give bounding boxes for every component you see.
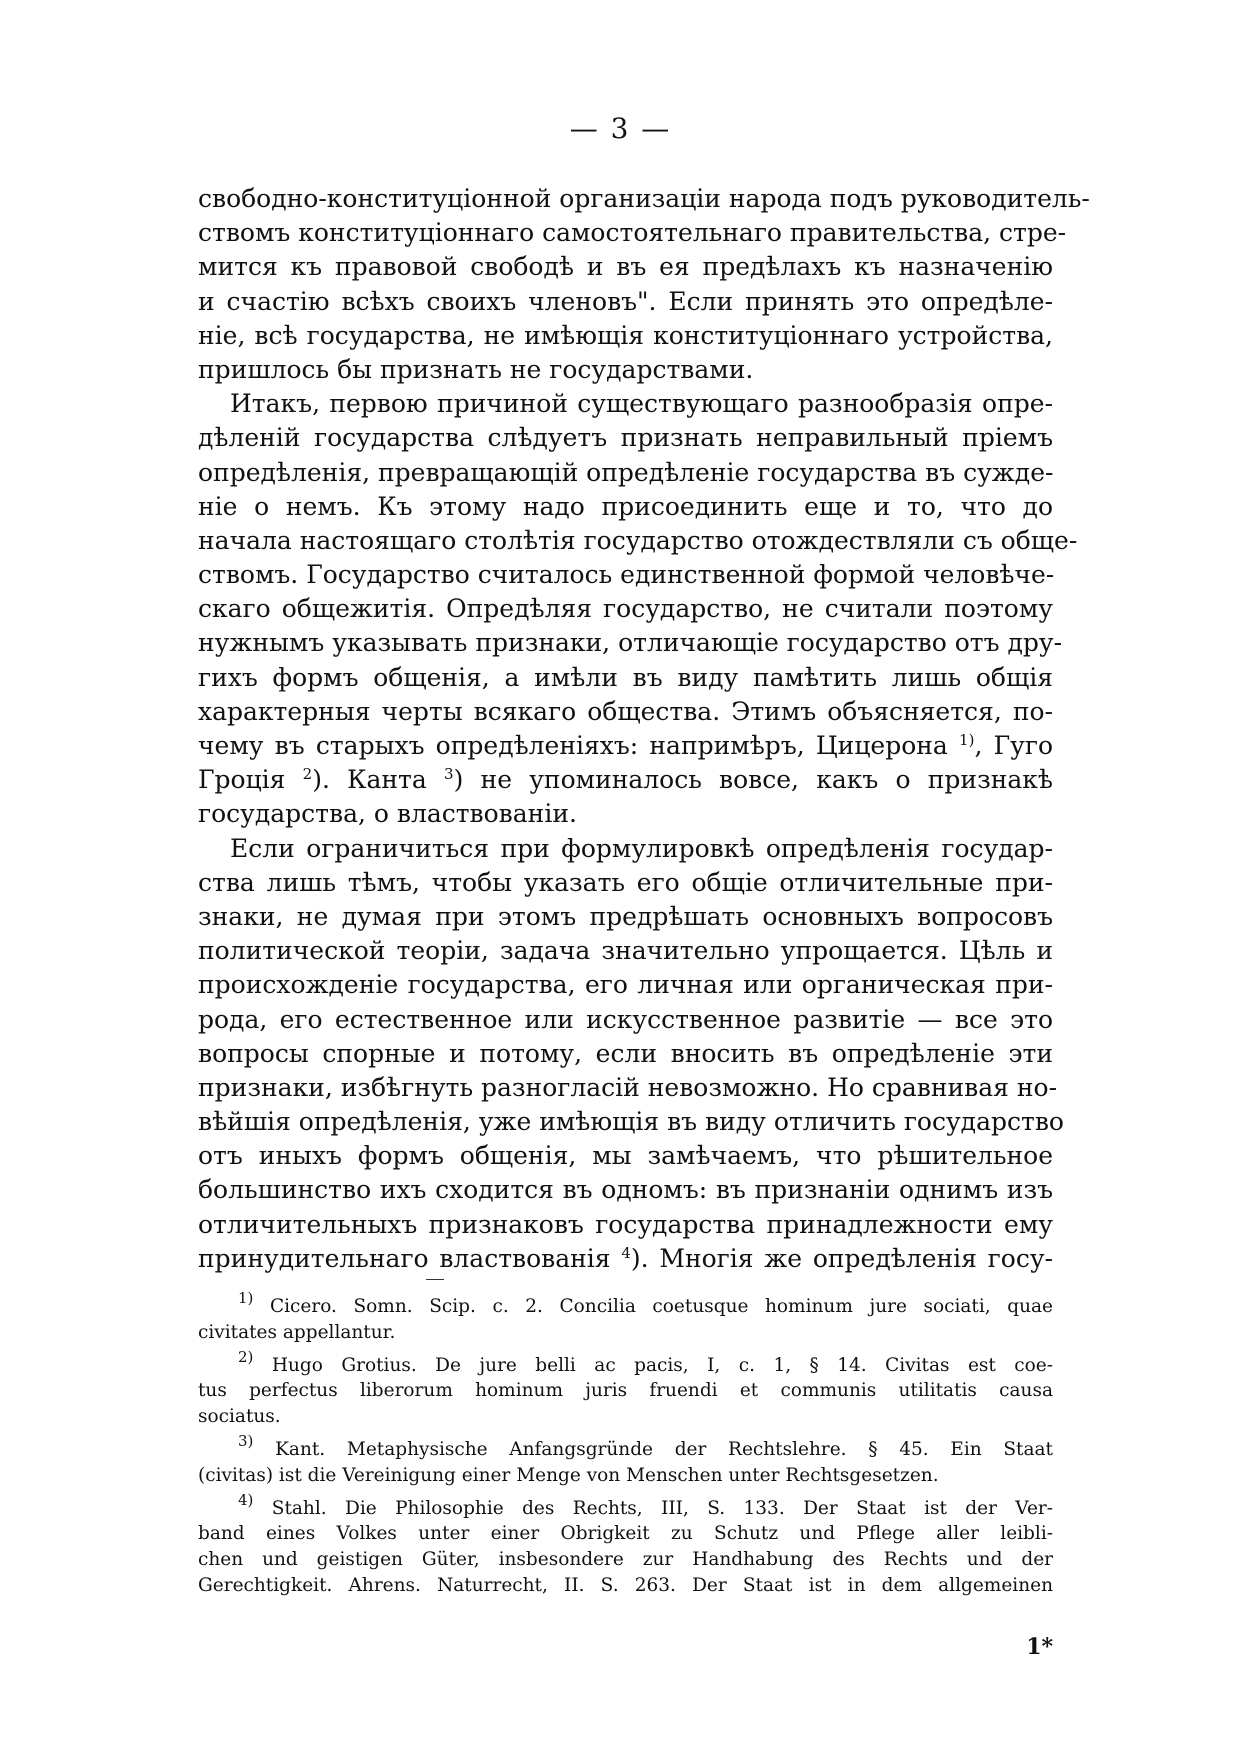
text-line-with-ref: [198, 729, 1053, 763]
footnote-divider: [426, 1279, 444, 1280]
page-number: — 3 —: [569, 112, 672, 145]
text-line: рода, его естественное или искусственное развитіе — все это: [198, 1004, 1053, 1034]
text-line: пришлось бы признать не государствами.: [198, 354, 754, 384]
text-line: дѣленій государства слѣдуетъ признать неправильный пріемъ: [198, 423, 1053, 453]
footnote-1: [198, 1289, 1053, 1320]
text-line: Итакъ, первою причиной существующаго разнообразія опре-: [230, 389, 1053, 419]
text-line: ствомъ конституціоннаго самостоятельнаго правительства, стре-: [198, 218, 1067, 248]
text-line: вѣйшія опредѣленія, уже имѣющія въ виду отличить государство: [198, 1107, 1064, 1137]
text-line: скаго общежитія. Опредѣляя государство, не считали поэтому: [198, 594, 1053, 624]
footnote-ref-3: 3: [444, 765, 454, 784]
footnote-ref-1: 1): [959, 731, 975, 749]
text-line: мится къ правовой свободѣ и въ ея предѣлахъ къ назначенію: [198, 252, 1053, 282]
footnote-ref-4: 4: [621, 1243, 631, 1262]
text-line: происхожденіе государства, его личная или органическая при-: [198, 970, 1053, 1000]
footnote-2: [198, 1347, 1053, 1379]
text-line-with-ref: [198, 763, 1053, 797]
text-line: опредѣленія, превращающій опредѣленіе государства въ сужде-: [198, 457, 1054, 487]
footnote-text: Hugo Grotius. De jure belli ac pacis, I, c. 1, § 14. Civitas est coe-: [271, 1354, 1053, 1376]
text-line: свободно-конституціонной организаціи народа подъ руководитель-: [198, 184, 1090, 213]
text-line: Если ограничиться при формулировкѣ опредѣленія государ-: [230, 833, 1053, 863]
footnote-3: [198, 1431, 1053, 1463]
footnote-text: Gerechtigkeit. Ahrens. Naturrecht, II. S. 263. Der Staat ist in dem allgemeinen: [198, 1574, 1053, 1596]
text-line: политической теоріи, задача значительно упрощается. Цѣль и: [198, 936, 1053, 966]
footnote-text: Kant. Metaphysische Anfangsgründe der Rechtslehre. § 45. Ein Staat: [275, 1438, 1053, 1460]
footnote-text: civitates appellantur.: [198, 1321, 396, 1343]
text-line: начала настоящаго столѣтія государство отождествляли съ обще-: [198, 525, 1078, 555]
footnote-text: tus perfectus liberorum hominum juris fruendi et communis utilitatis causa: [198, 1380, 1053, 1402]
footnote-marker: 4): [238, 1490, 254, 1509]
text-segment: Гроція: [198, 765, 286, 795]
footnote-marker: 2): [238, 1347, 254, 1366]
text-segment: , Гуго: [974, 731, 1053, 760]
text-line-with-ref: [198, 1242, 1053, 1276]
footnote-ref-2: 2: [302, 765, 313, 784]
footnote-4: [198, 1490, 1054, 1522]
text-line: ніе, всѣ государства, не имѣющія конституціоннаго устройства,: [198, 320, 1053, 350]
footnote-text: (civitas) ist die Vereinigung einer Menge von Menschen unter Rechtsgesetzen.: [198, 1464, 939, 1486]
text-segment: ). Многія же опредѣленія госу-: [630, 1243, 1053, 1273]
text-line: отъ иныхъ формъ общенія, мы замѣчаемъ, что рѣшительное: [198, 1141, 1053, 1171]
text-line: гихъ формъ общенія, а имѣли въ виду памѣтить лишь общія: [198, 662, 1053, 692]
footnotes: [198, 1289, 1054, 1599]
text-line: отличительныхъ признаковъ государства принадлежности ему: [198, 1209, 1053, 1239]
footnote-text: sociatus.: [198, 1406, 281, 1428]
text-line: признаки, избѣгнуть разногласій невозможно. Но сравнивая но-: [198, 1072, 1058, 1102]
footnote-text: Stahl. Die Philosophie des Rechts, III, S. 133. Der Staat ist der Ver-: [271, 1497, 1054, 1519]
signature-mark: 1*: [1026, 1634, 1053, 1660]
text-segment: ). Канта: [312, 765, 427, 795]
footnote-marker: 3): [238, 1431, 254, 1450]
main-text: [198, 182, 1090, 1276]
text-line: ніе о немъ. Къ этому надо присоединить еще и то, что до: [198, 491, 1053, 521]
footnote-text: Cicero. Somn. Scip. c. 2. Concilia coetusque hominum jure sociati, quae: [269, 1296, 1053, 1317]
text-segment: чему въ старыхъ опредѣленіяхъ: напримѣръ, Цицерона: [198, 731, 948, 760]
text-line: ства лишь тѣмъ, чтобы указать его общіе отличительные при-: [198, 867, 1053, 897]
footnote-text: chen und geistigen Güter, insbesondere zur Handhabung des Rechts und der: [198, 1549, 1053, 1571]
text-segment: принудительнаго властвованія: [198, 1243, 611, 1273]
footnote-text: band eines Volkes unter einer Obrigkeit zu Schutz und Pflege aller leibli-: [198, 1523, 1053, 1545]
text-line: вопросы спорные и потому, если вносить въ опредѣленіе эти: [198, 1038, 1053, 1068]
text-segment: ) не упоминалось вовсе, какъ о признакѣ: [453, 765, 1053, 795]
text-line: государства, о властвованіи.: [198, 799, 577, 829]
text-line: ствомъ. Государство считалось единственной формой человѣче-: [198, 560, 1055, 590]
text-line: и счастію всѣхъ своихъ членовъ". Если принять это опредѣле-: [198, 286, 1053, 316]
footnote-marker: 1): [238, 1289, 254, 1307]
text-line: нужнымъ указывать признаки, отличающіе государство отъ дру-: [198, 628, 1063, 658]
text-line: характерныя черты всякаго общества. Этимъ объясняется, по-: [198, 696, 1053, 726]
text-line: большинство ихъ сходится въ одномъ: въ признаніи однимъ изъ: [198, 1175, 1053, 1205]
text-line: знаки, не думая при этомъ предрѣшать основныхъ вопросовъ: [198, 901, 1053, 931]
